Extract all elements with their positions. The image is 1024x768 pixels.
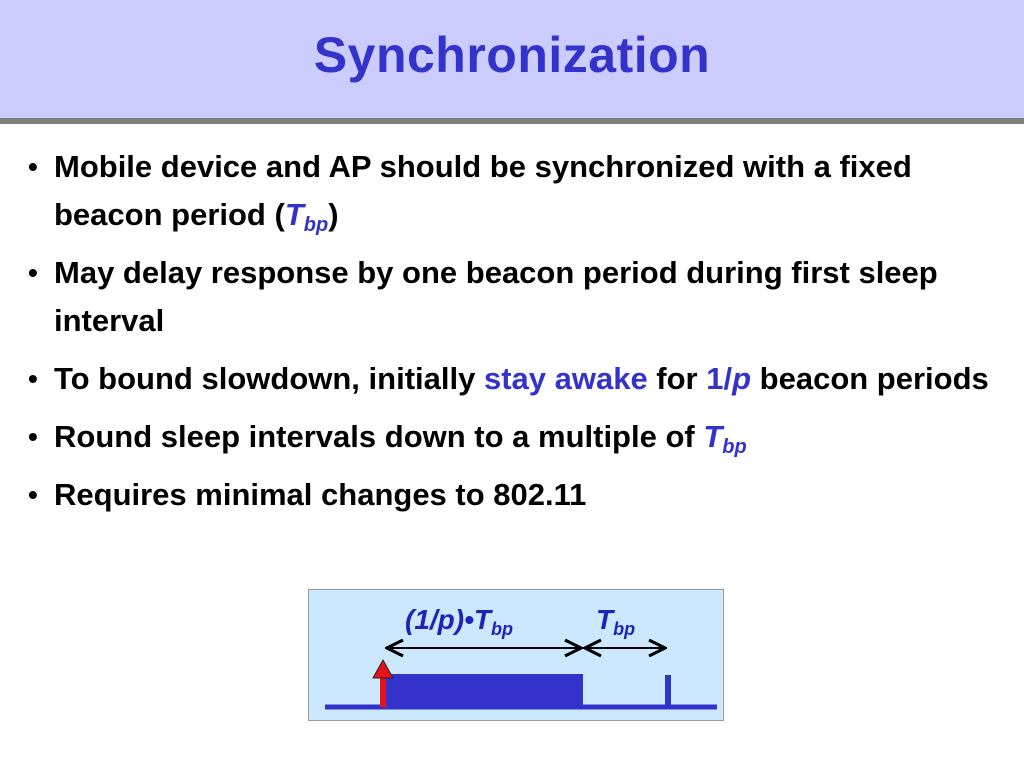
period-label-main: T xyxy=(596,604,614,635)
bullet-text-run: for xyxy=(647,361,707,396)
awake-period-bar xyxy=(385,674,583,709)
bullet-dot: • xyxy=(28,421,38,452)
slide-title: Synchronization xyxy=(313,27,711,83)
bullet-item xyxy=(28,413,1008,461)
bullet-text-run: p xyxy=(732,361,752,396)
bullet-text-run: Round sleep intervals down to a multiple of xyxy=(54,419,704,454)
bullet-dot: • xyxy=(28,363,38,394)
wake-arrow-head xyxy=(373,660,393,678)
bullet-dot: • xyxy=(28,151,38,182)
beacon-tick xyxy=(665,675,671,707)
awake-duration-label xyxy=(405,604,514,639)
bullet-text-run: beacon periods xyxy=(751,361,989,396)
bullet-text-run: ) xyxy=(328,197,339,232)
awake-label-sub: bp xyxy=(491,619,514,639)
bullet-dot: • xyxy=(28,257,38,288)
beacon-period-label xyxy=(596,604,636,639)
bullet-text-run: To bound slowdown, initially xyxy=(54,361,484,396)
period-label-sub: bp xyxy=(613,619,636,639)
bullet-list xyxy=(28,143,1008,529)
bullet-item xyxy=(28,143,1008,239)
bullet-text-run: Requires minimal changes to 802.11 xyxy=(54,477,587,512)
awake-label-main: (1/p)•T xyxy=(405,604,492,635)
title-divider xyxy=(0,118,1024,124)
sync-timing-diagram xyxy=(308,589,724,721)
bullet-text-run: May delay response by one beacon period during first sleep interval xyxy=(54,255,938,338)
bullet-item xyxy=(28,355,1008,403)
bullet-dot: • xyxy=(28,479,38,510)
bullet-text-run: T xyxy=(703,419,723,454)
bullet-text-run: T xyxy=(284,197,304,232)
bullet-text-run: bp xyxy=(303,214,329,236)
bullet-text-run: 1/ xyxy=(706,361,733,396)
timing-svg xyxy=(309,590,725,722)
bullet-item xyxy=(28,471,1008,519)
bullet-item xyxy=(28,249,1008,345)
bullet-text-run: bp xyxy=(722,436,747,458)
bullet-text-run: Mobile device and AP should be synchronized with a fixed beacon period ( xyxy=(54,149,912,232)
bullet-text-run: stay awake xyxy=(483,361,648,396)
